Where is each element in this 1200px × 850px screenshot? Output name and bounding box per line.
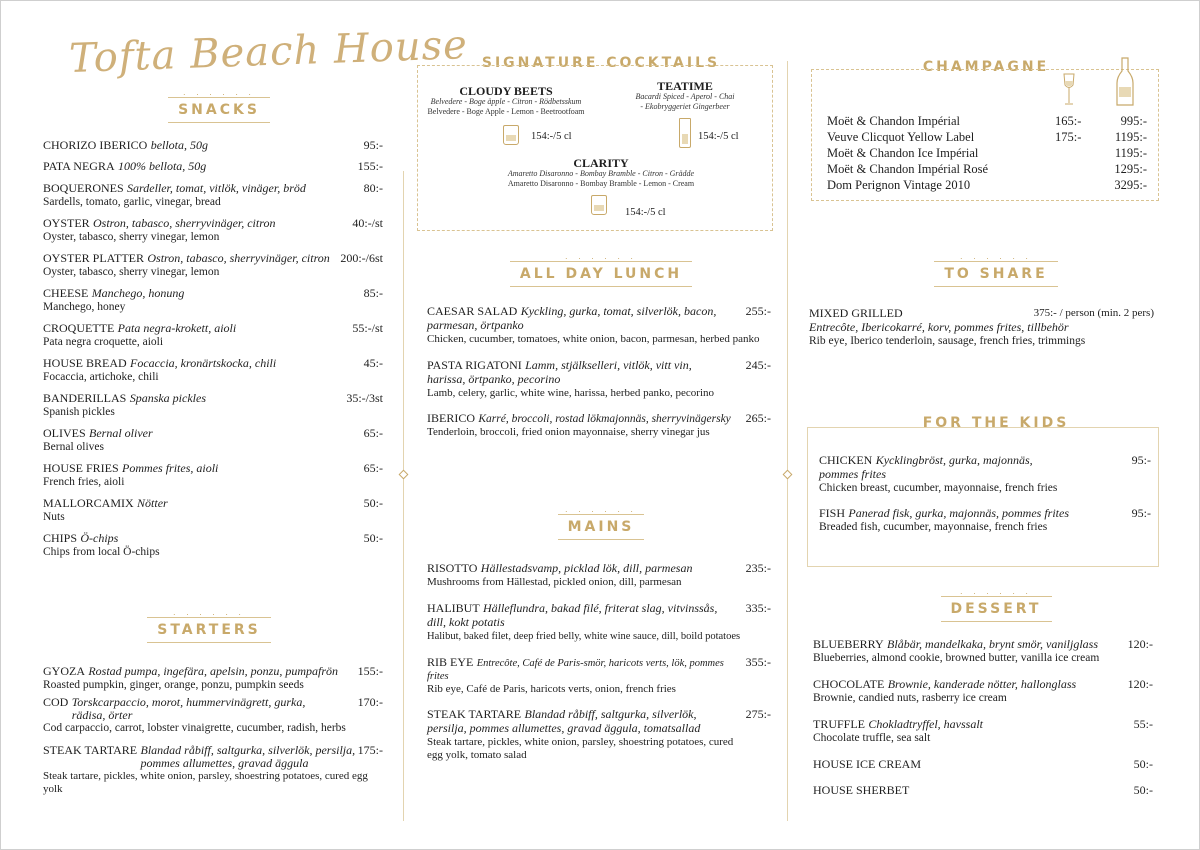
item-price: 80:- xyxy=(363,181,383,195)
menu-item-dessert xyxy=(813,784,1153,798)
item-name: RISOTTO xyxy=(427,561,478,575)
item-name: BLUEBERRY xyxy=(813,637,884,651)
item-desc-sv: 100% bellota, 50g xyxy=(117,159,207,173)
item-desc-sv: Chokladtryffel, havssalt xyxy=(868,717,984,731)
item-name: OYSTER xyxy=(43,216,90,230)
menu-item-snack xyxy=(43,392,383,419)
item-desc-en: Chicken, cucumber, tomatoes, white onion, bacon, parmesan, herbed panko xyxy=(427,333,760,345)
menu-item-dessert xyxy=(813,638,1153,665)
item-price: 65:- xyxy=(363,461,383,475)
menu-item-snack xyxy=(43,217,383,244)
cocktail-name: CLOUDY BEETS xyxy=(459,84,553,98)
item-desc-sv: Bernal oliver xyxy=(89,426,153,440)
item-desc-en: Rib eye, Iberico tenderloin, sausage, french fries, trimmings xyxy=(809,335,1086,347)
menu-item-snack xyxy=(43,357,383,384)
item-desc-sv: Rostad pumpa, ingefära, apelsin, ponzu, pumpafrön xyxy=(88,664,339,678)
item-desc-en: Chicken breast, cucumber, mayonnaise, french fries xyxy=(819,482,1058,494)
item-desc-en: Blueberries, almond cookie, browned butter, vanilla ice cream xyxy=(813,652,1100,664)
item-price: 95:- xyxy=(363,138,383,152)
item-desc-en: French fries, aioli xyxy=(43,476,125,488)
item-name: HALIBUT xyxy=(427,601,480,615)
item-name: IBERICO xyxy=(427,411,475,425)
item-price: 120:- xyxy=(1127,637,1153,651)
item-desc-en: Steak tartare, pickles, white onion, parsley, shoestring potatoes, cured egg yolk, tomato salad xyxy=(427,736,734,761)
item-desc-sv: Spanska pickles xyxy=(129,391,206,405)
item-desc-sv: Hällestadsvamp, picklad lök, dill, parmesan xyxy=(480,561,693,575)
item-price: 55:- xyxy=(1133,717,1153,731)
item-name: GYOZA xyxy=(43,664,85,678)
section-heading-kids: FOR THE KIDS xyxy=(906,411,1086,435)
menu-item-snack xyxy=(43,252,383,279)
menu-item-starter xyxy=(43,744,388,796)
item-name: HOUSE SHERBET xyxy=(813,783,910,797)
menu-item-dessert xyxy=(813,758,1153,772)
menu-item-snack xyxy=(43,182,383,209)
menu-item-dessert xyxy=(813,678,1153,705)
item-desc-sv: bellota, 50g xyxy=(150,138,209,152)
champagne-bottle-price: 1195:- xyxy=(1114,146,1147,160)
item-price: 355:- xyxy=(745,655,771,669)
cocktail-price: 154:-/5 cl xyxy=(698,131,739,142)
item-price: 170:- xyxy=(357,695,383,709)
item-desc-sv: Focaccia, kronärtskocka, chili xyxy=(130,356,277,370)
cocktail-name: TEATIME xyxy=(657,79,713,93)
menu-item-snack xyxy=(43,287,383,314)
item-desc-sv: Torskcarpaccio, morot, hummervinägrett, gurka, rädisa, örter xyxy=(71,695,306,722)
item-desc-en: Roasted pumpkin, ginger, orange, ponzu, pumpkin seeds xyxy=(43,679,304,691)
item-name: BOQUERONES xyxy=(43,181,124,195)
menu-item-snack xyxy=(43,532,383,559)
cocktail-desc-sv: Bacardi Spiced - Aperol - Chai xyxy=(635,92,735,101)
menu-item-dessert xyxy=(813,718,1153,745)
brand-logo: Tofta Beach House xyxy=(68,22,469,82)
item-name: PATA NEGRA xyxy=(43,159,115,173)
section-heading-share: . . . . . . TO SHARE xyxy=(916,253,1076,287)
menu-item-kids xyxy=(819,507,1151,534)
item-desc-sv: Kycklingbröst, gurka, majonnäs, pommes frites xyxy=(819,453,1033,481)
champagne-name: Moët & Chandon Ice Impérial xyxy=(827,146,979,160)
item-desc-en: Breaded fish, cucumber, mayonnaise, french fries xyxy=(819,521,1048,533)
item-desc-sv: Entrecôte, Café de Paris-smör, haricots verts, lök, pommes frites xyxy=(427,658,724,682)
item-price: 65:- xyxy=(363,426,383,440)
item-desc-sv: Manchego, honung xyxy=(91,286,185,300)
divider-ornament xyxy=(783,470,793,480)
item-desc-sv: Ostron, tabasco, sherryvinäger, citron xyxy=(93,216,276,230)
menu-item-lunch xyxy=(427,359,771,400)
item-desc-en: Chocolate truffle, sea salt xyxy=(813,732,931,744)
item-price: 375:- / person (min. 2 pers) xyxy=(1033,307,1154,319)
menu-item-starter xyxy=(43,696,383,735)
item-price: 255:- xyxy=(745,304,771,318)
section-heading-snacks: . . . . . . SNACKS xyxy=(139,89,299,123)
item-desc-en: Nuts xyxy=(43,511,65,523)
item-name: CHOCOLATE xyxy=(813,677,885,691)
menu-item-snack xyxy=(43,322,383,349)
cocktail-desc-sv: Belvedere - Boge äpple - Citron - Rödbetsskum xyxy=(430,97,582,106)
item-desc-sv: Blåbär, mandelkaka, brynt smör, vaniljglass xyxy=(887,637,1099,651)
champagne-name: Veuve Clicquot Yellow Label xyxy=(827,130,975,144)
item-name: TRUFFLE xyxy=(813,717,866,731)
item-name: STEAK TARTARE xyxy=(43,743,138,757)
item-desc-en: Spanish pickles xyxy=(43,406,115,418)
item-price: 50:- xyxy=(1133,783,1153,797)
item-desc-sv: Panerad fisk, gurka, majonnäs, pommes frites xyxy=(848,506,1070,520)
menu-item-starter xyxy=(43,665,383,692)
item-name: HOUSE BREAD xyxy=(43,356,127,370)
champagne-bottle-price: 995:- xyxy=(1120,114,1147,128)
item-price: 45:- xyxy=(363,356,383,370)
item-desc-en: Oyster, tabasco, sherry vinegar, lemon xyxy=(43,266,220,278)
section-heading-lunch: . . . . . . ALL DAY LUNCH xyxy=(506,253,696,287)
item-desc-sv: Blandad råbiff, saltgurka, silverlök, persilja, pommes allumettes, gravad äggula, tomatsallad xyxy=(427,707,701,735)
menu-item-snack xyxy=(43,462,383,489)
section-heading-mains: . . . . . . MAINS xyxy=(521,506,681,540)
item-price: 40:-/st xyxy=(352,216,383,230)
item-name: BANDERILLAS xyxy=(43,391,127,405)
column-divider-left xyxy=(403,171,404,821)
item-name: HOUSE ICE CREAM xyxy=(813,757,922,771)
item-name: CAESAR SALAD xyxy=(427,304,518,318)
item-name: CHIPS xyxy=(43,531,78,545)
section-heading-dessert: . . . . . . DESSERT xyxy=(916,588,1076,622)
item-desc-en: Rib eye, Café de Paris, haricots verts, onion, french fries xyxy=(427,683,676,695)
item-desc-sv: Sardeller, tomat, vitlök, vinäger, bröd xyxy=(127,181,306,195)
item-name: OYSTER PLATTER xyxy=(43,251,145,265)
item-price: 200:-/6st xyxy=(340,251,383,265)
cocktail-glass-icon xyxy=(503,125,519,145)
champagne-bottle-price: 3295:- xyxy=(1114,178,1147,192)
menu-item-share xyxy=(809,307,1154,348)
cocktail-glass-icon xyxy=(679,118,691,148)
item-price: 50:- xyxy=(363,496,383,510)
item-desc-en: Mushrooms from Hällestad, pickled onion, dill, parmesan xyxy=(427,576,682,588)
item-price: 120:- xyxy=(1127,677,1153,691)
cocktail-desc-sv: Amaretto Disaronno - Bombay Bramble - Citron - Grädde xyxy=(507,169,695,178)
item-name: STEAK TARTARE xyxy=(427,707,522,721)
item-desc-en: Manchego, honey xyxy=(43,301,126,313)
item-desc-sv: Blandad råbiff, saltgurka, silverlök, persilja, pommes allumettes, gravad äggula xyxy=(140,743,356,770)
champagne-name: Dom Perignon Vintage 2010 xyxy=(827,178,971,192)
item-name: CHEESE xyxy=(43,286,89,300)
section-heading-cocktails: SIGNATURE COCKTAILS xyxy=(471,51,731,75)
champagne-bottle-price: 1295:- xyxy=(1114,162,1147,176)
item-desc-sv: Ö-chips xyxy=(80,531,119,545)
item-name: HOUSE FRIES xyxy=(43,461,119,475)
item-desc-en: Bernal olives xyxy=(43,441,104,453)
item-price: 85:- xyxy=(363,286,383,300)
item-price: 275:- xyxy=(745,707,771,721)
menu-item-snack xyxy=(43,427,383,454)
item-desc-sv: Hälleflundra, bakad filé, friterat slag, vitvinssås, dill, kokt potatis xyxy=(427,601,718,629)
cocktail-price: 154:-/5 cl xyxy=(625,207,666,218)
item-desc-en: Oyster, tabasco, sherry vinegar, lemon xyxy=(43,231,220,243)
menu-item-lunch xyxy=(427,412,771,439)
item-price: 50:- xyxy=(363,531,383,545)
cocktail-desc-en: - Ekobryggeriet Gingerbeer xyxy=(640,102,730,111)
menu-item-lunch xyxy=(427,305,771,346)
champagne-name: Moët & Chandon Impérial Rosé xyxy=(827,162,989,176)
section-heading-champagne: CHAMPAGNE xyxy=(906,55,1066,79)
champagne-glass-price: 165:- xyxy=(1055,114,1082,128)
item-name: CROQUETTE xyxy=(43,321,115,335)
cocktail-price: 154:-/5 cl xyxy=(531,131,572,142)
item-name: CHORIZO IBERICO xyxy=(43,138,148,152)
champagne-glass-price: 175:- xyxy=(1055,130,1082,144)
item-desc-sv: Brownie, kanderade nötter, hallonglass xyxy=(887,677,1077,691)
champagne-bottle-icon xyxy=(1115,57,1135,107)
champagne-bottle-price: 1195:- xyxy=(1114,130,1147,144)
item-desc-sv: Entrecôte, Ibericokarré, korv, pommes frites, tillbehör xyxy=(809,320,1069,334)
item-name: MIXED GRILLED xyxy=(809,306,903,320)
section-heading-starters: . . . . . . STARTERS xyxy=(129,609,289,643)
item-price: 155:- xyxy=(357,664,383,678)
item-price: 175:- xyxy=(357,743,383,757)
champagne-name: Moët & Chandon Impérial xyxy=(827,114,960,128)
item-price: 245:- xyxy=(745,358,771,372)
cocktail-name: CLARITY xyxy=(573,156,629,170)
menu-item-kids xyxy=(819,454,1151,495)
item-desc-en: Pata negra croquette, aioli xyxy=(43,336,164,348)
item-desc-sv: Lamm, stjälkselleri, vitlök, vitt vin, harissa, örtpanko, pecorino xyxy=(427,358,692,386)
item-desc-en: Tenderloin, broccoli, fried onion mayonnaise, sherry vinegar jus xyxy=(427,426,710,438)
kids-box xyxy=(807,427,1159,567)
item-desc-en: Cod carpaccio, carrot, lobster vinaigrette, cucumber, radish, herbs xyxy=(43,722,346,734)
item-desc-en: Brownie, candied nuts, rasberry ice cream xyxy=(813,692,1007,704)
item-name: MALLORCAMIX xyxy=(43,496,134,510)
item-desc-sv: Kyckling, gurka, tomat, silverlök, bacon, parmesan, örtpanko xyxy=(427,304,717,332)
menu-item-snack xyxy=(43,139,383,153)
item-desc-en: Halibut, baked filet, deep fried belly, white wine sauce, dill, boild potatoes xyxy=(427,631,741,642)
menu-item-main xyxy=(427,602,771,643)
item-desc-sv: Pommes frites, aioli xyxy=(122,461,219,475)
wine-glass-icon xyxy=(1061,73,1077,107)
item-price: 50:- xyxy=(1133,757,1153,771)
item-price: 235:- xyxy=(745,561,771,575)
item-desc-sv: Nötter xyxy=(137,496,168,510)
item-desc-en: Focaccia, artichoke, chili xyxy=(43,371,159,383)
item-price: 95:- xyxy=(1131,453,1151,467)
item-name: CHICKEN xyxy=(819,453,873,467)
item-price: 35:-/3st xyxy=(346,391,383,405)
item-price: 95:- xyxy=(1131,506,1151,520)
column-divider-right xyxy=(787,61,788,821)
item-price: 155:- xyxy=(357,159,383,173)
item-desc-en: Lamb, celery, garlic, white wine, harissa, herbed panko, pecorino xyxy=(427,387,715,399)
menu-item-main xyxy=(427,562,771,589)
item-price: 335:- xyxy=(745,601,771,615)
item-price: 55:-/st xyxy=(352,321,383,335)
menu-item-snack xyxy=(43,160,383,174)
item-name: PASTA RIGATONI xyxy=(427,358,522,372)
item-name: COD xyxy=(43,695,69,709)
item-name: FISH xyxy=(819,506,846,520)
item-name: RIB EYE xyxy=(427,655,474,669)
menu-item-main xyxy=(427,656,771,696)
item-desc-en: Sardells, tomato, garlic, vinegar, bread xyxy=(43,196,221,208)
item-desc-en: Steak tartare, pickles, white onion, parsley, shoestring potatoes, cured egg yolk xyxy=(43,770,368,795)
item-desc-sv: Pata negra-krokett, aioli xyxy=(117,321,237,335)
menu-item-main xyxy=(427,708,771,762)
cocktail-glass-icon xyxy=(591,195,607,215)
item-desc-sv: Ostron, tabasco, sherryvinäger, citron xyxy=(147,251,330,265)
item-desc-en: Chips from local Ö-chips xyxy=(43,546,160,558)
item-desc-sv: Karré, broccoli, rostad lökmajonnäs, sherryvinägersky xyxy=(478,413,731,425)
item-price: 265:- xyxy=(745,411,771,425)
item-name: OLIVES xyxy=(43,426,86,440)
divider-ornament xyxy=(399,470,409,480)
cocktail-desc-en: Amaretto Disaronno - Bombay Bramble - Lemon - Cream xyxy=(507,179,695,188)
menu-item-snack xyxy=(43,497,383,524)
cocktail-desc-en: Belvedere - Boge Apple - Lemon - Beetrootfoam xyxy=(427,107,585,116)
